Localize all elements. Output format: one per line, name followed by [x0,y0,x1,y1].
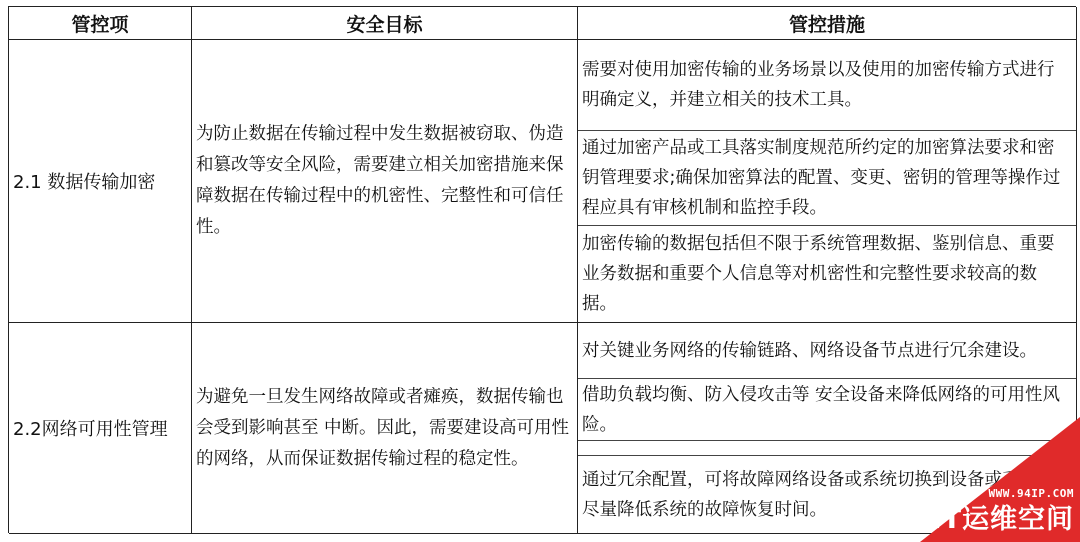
row1-control-item: 2.1 数据传输加密 [9,40,192,323]
header-security-goal: 安全目标 [192,7,578,40]
row1-measure-3 [578,226,1076,322]
row2-measure-2 [578,379,1076,441]
watermark-url: WWW.94IP.COM [988,487,1074,500]
control-table [8,6,1076,533]
row1-measure-2-text: 通过加密产品或工具落实制度规范所约定的加密算法要求和密钥管理要求;确保加密算法的配置、变更、密钥的管理等操作过程应具有审核机制和监控手段。 [582,138,1061,218]
row2-measure-1 [578,323,1076,379]
row2-measures [578,323,1077,534]
row1-security-goal [192,40,578,323]
row2-control-item: 2.2网络可用性管理 [9,323,192,534]
row2-measure-spacer [578,441,1076,456]
row1-measure-1-text: 需要对使用加密传输的业务场景以及使用的加密传输方式进行明确定义，并建立相关的技术工具。 [582,60,1055,110]
header-control-item: 管控项 [9,7,192,40]
row1-goal-text: 为防止数据在传输过程中发生数据被窃取、伪造和篡改等安全风险，需要建立相关加密措施来保障数据在传输过程中的机密性、完整性和可信任性。 [196,124,564,237]
row2-measure-2-text: 借助负载均衡、防入侵攻击等 安全设备来降低网络的可用性风险。 [582,384,1061,435]
row2-measure-1-text: 对关键业务网络的传输链路、网络设备节点进行冗余建设。 [582,340,1037,361]
row1-measures [578,40,1077,323]
header-control-measures: 管控措施 [578,7,1077,40]
row1-measure-3-text: 加密传输的数据包括但不限于系统管理数据、鉴别信息、重要业务数据和重要个人信息等对机密性和完整性要求较高的数据。 [582,234,1055,314]
row1-measure-2 [578,131,1076,226]
watermark-brand: IT运维空间 [931,504,1074,535]
row2-measure-3 [578,456,1076,533]
row2-goal-text: 为避免一旦发生网络故障或者瘫痪，数据传输也会受到影响甚至 中断。因此，需要建设高可用性的网络，从而保证数据传输过程的稳定性。 [196,386,570,469]
row2-measure-3-text: 通过冗余配置，可将故障网络设备或系统切换到设备或系统，尽量降低系统的故障恢复时间。 [582,469,1055,520]
row2-security-goal [192,323,578,534]
row1-measure-1 [578,40,1076,131]
